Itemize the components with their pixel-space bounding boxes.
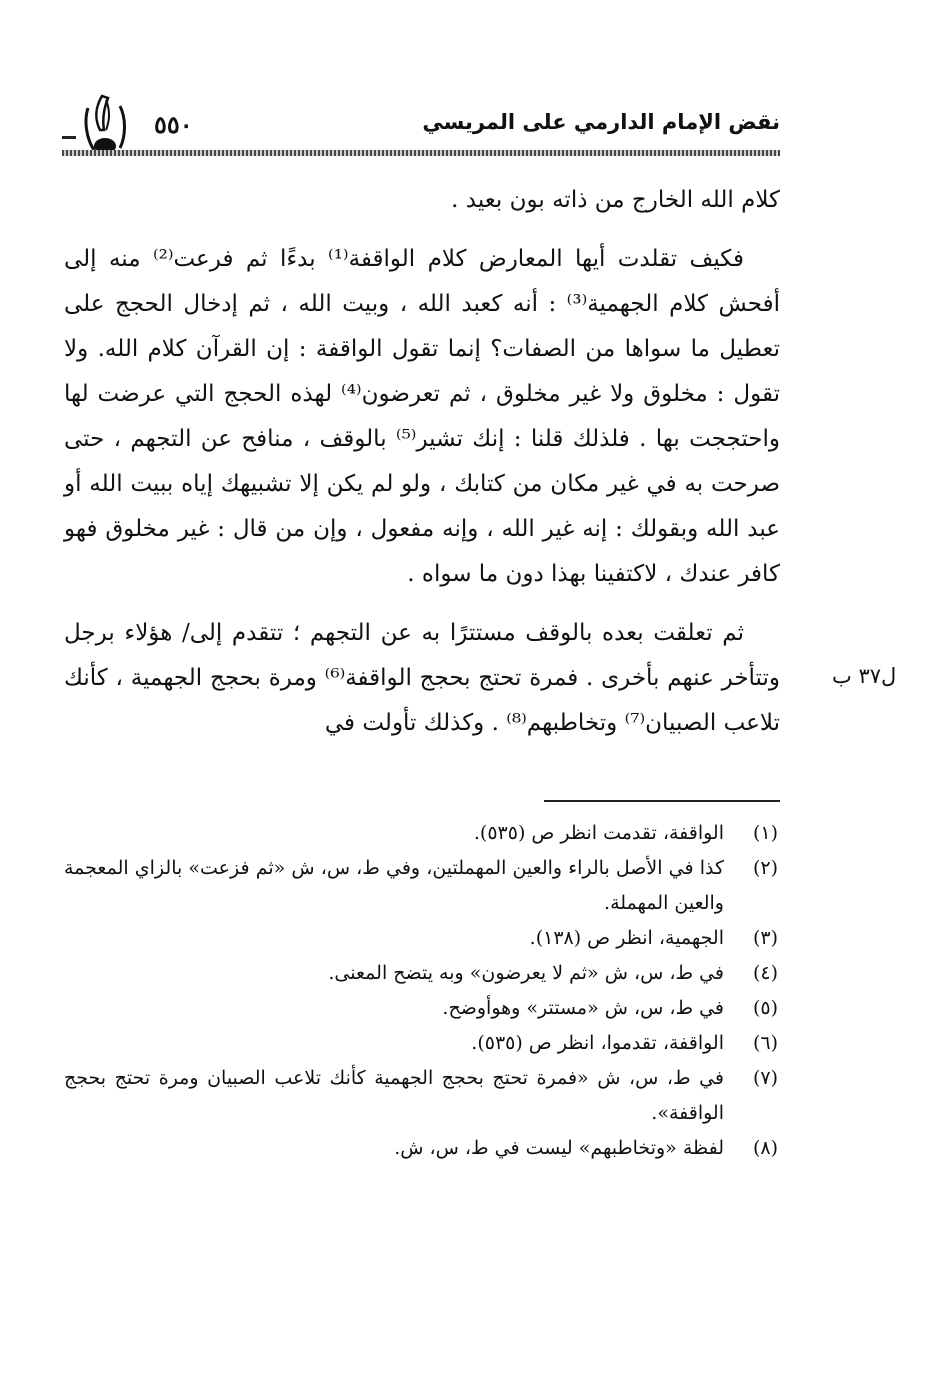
footnote-item xyxy=(64,921,780,956)
footnote-item xyxy=(64,851,780,921)
footnote-number: (٦) xyxy=(752,1032,778,1054)
footnote-number: (٤) xyxy=(752,962,778,984)
footnote-text: لفظة «وتخاطبهم» ليست في ط، س، ش. xyxy=(394,1137,724,1159)
manuscript-folio-note: ل٣٧ ب xyxy=(832,664,897,688)
header-rule xyxy=(62,150,780,156)
paragraph-2: فكيف تقلدت أيها المعارض كلام الواقفة⁽¹⁾ بدءًا ثم فرعت⁽²⁾ منه إلى أفحش كلام الجهمية⁽³⁾ : أنه كعبد الله ، وبيت الله ، ثم إدخال الحجج على تعطيل ما سواها من الصفات؟ إنما تقول الواقفة : إن القرآن كلام الله. ولا تقول : مخلوق ولا غير مخلوق ، ثم تعرضون⁽⁴⁾ لهذه الحجج التي عرضت لها واحتججت بها . فلذلك قلنا : إنك تشير⁽⁵⁾ بالوقف ، منافح عن التجهم ، حتى صرحت به في غير مكان من كتابك ، ولو لم يكن إلا تشبيهك إياه ببيت الله أو عبد الله وبقولك : إنه غير الله ، وإنه مفعول ، وإن من قال : غير مخلوق فهو كافر عندك ، لاكتفينا بهذا دون ما سواه . xyxy=(64,246,781,587)
page-number: ٥٥٠ xyxy=(154,110,193,139)
footnote-text: في ط، س، ش «فمرة تحتج بحجج الجهمية كأنك تلاعب الصبيان ومرة تحتج بحجج الواقفة». xyxy=(64,1067,724,1124)
footnote-number: (١) xyxy=(752,822,778,844)
footnote-item xyxy=(64,816,780,851)
footnote-text: الواقفة، تقدموا، انظر ص (٥٣٥). xyxy=(471,1032,724,1054)
footnote-item xyxy=(64,1131,780,1166)
footnote-number: (٢) xyxy=(752,857,778,879)
paragraph-3: ثم تعلقت بعده بالوقف مستترًا به عن التجهم ؛ تتقدم إلى/ هؤلاء برجل وتتأخر عنهم بأخرى . فمرة تحتج بحجج الواقفة⁽⁶⁾ ومرة بحجج الجهمية ، كأنك تلاعب الصبيان⁽⁷⁾ وتخاطبهم⁽⁸⁾ . وكذلك تأولت في xyxy=(64,620,780,736)
paragraph-1: كلام الله الخارج من ذاته بون بعيد . xyxy=(451,187,780,213)
footnotes-list xyxy=(64,816,780,1166)
footnote-text: الواقفة، تقدمت انظر ص (٥٣٥). xyxy=(473,822,724,844)
footnote-text: في ط، س، ش «مستتر» وهوأوضح. xyxy=(442,997,724,1019)
footnote-text: كذا في الأصل بالراء والعين المهملتين، وفي ط، س، ش «ثم فزعت» بالزاي المعجمة والعين المهملة. xyxy=(64,857,724,914)
header-dash xyxy=(62,136,76,139)
main-text xyxy=(64,178,780,746)
book-title: نقض الإمام الدارمي على المريسي xyxy=(422,110,780,134)
footnote-number: (٥) xyxy=(752,997,778,1019)
inkwell-quill-icon xyxy=(80,92,140,158)
footnote-text: في ط، س، ش «ثم لا يعرضون» وبه يتضح المعنى. xyxy=(328,962,724,984)
page-header xyxy=(62,92,780,162)
footnote-text: الجهمية، انظر ص (١٣٨). xyxy=(529,927,724,949)
footnote-item xyxy=(64,1026,780,1061)
footnote-number: (٨) xyxy=(752,1137,778,1159)
footnote-separator xyxy=(544,800,780,802)
footnote-item xyxy=(64,1061,780,1131)
footnote-number: (٣) xyxy=(752,927,778,949)
footnote-number: (٧) xyxy=(752,1067,778,1089)
footnote-item xyxy=(64,991,780,1026)
footnote-item xyxy=(64,956,780,991)
